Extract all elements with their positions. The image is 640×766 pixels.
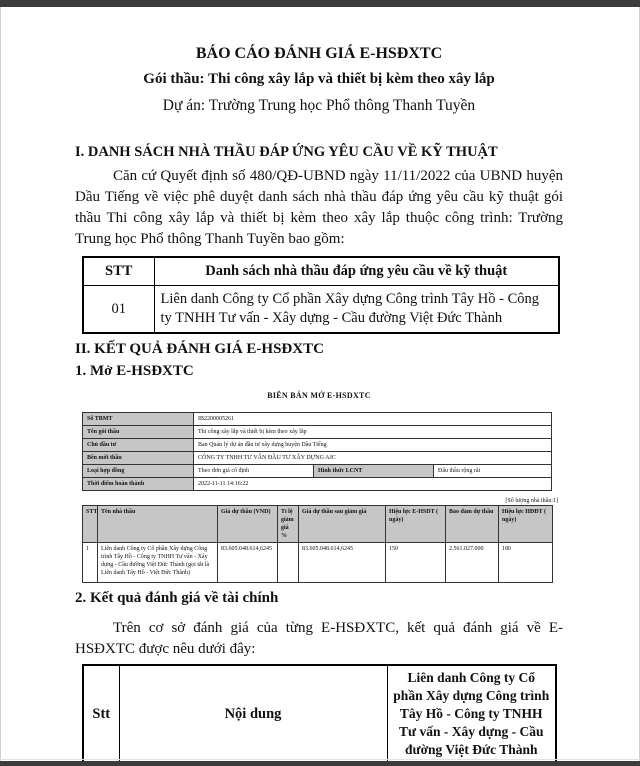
info-label-chu-dau-tu: Chủ đầu tư — [83, 439, 194, 452]
contractor-count-note: [Số lượng nhà thầu:1] — [505, 498, 558, 504]
bid-cell-gia-du-thau: 83.605.048.614,6245 — [218, 543, 278, 583]
section2-sub2-paragraph: Trên cơ sở đánh giá của từng E-HSĐXTC, kết quả đánh giá về E-HSĐXTC được nêu dưới đây: — [75, 620, 563, 657]
section1-heading: I. DANH SÁCH NHÀ THẦU ĐÁP ỨNG YÊU CẦU VỀ KỸ THUẬT — [75, 144, 498, 160]
table-row — [83, 543, 553, 583]
bid-cell-ten-nha-thau: Liên danh Công ty Cổ phần Xây dựng Công trình Tây Hồ - Công ty TNHH Tư vấn - Xây dựng - Cầu đường Việt Đức Thành (gọi tắt là Liên danh Tây Hồ - Việt Đức Thành) — [98, 543, 218, 583]
page-bottom-line — [0, 759, 640, 760]
info-value-so-tbmt: IB2200005261 — [194, 413, 552, 426]
bid-col-hieu-luc-hddt: Hiệu lực HĐĐT ( ngày) — [499, 506, 553, 543]
window-bottom-bar — [0, 761, 640, 766]
info-label-so-tbmt: Số TBMT — [83, 413, 194, 426]
table-row — [83, 439, 552, 452]
financial-result-table — [82, 664, 557, 764]
column-header-stt: STT — [83, 257, 154, 286]
bid-cell-bao-dam: 2.561.027.000 — [446, 543, 499, 583]
result-col-noi-dung: Nội dung — [119, 665, 387, 763]
column-header-contractor-list: Danh sách nhà thầu đáp ứng yêu cầu về kỹ thuật — [154, 257, 559, 286]
bid-col-gia-sau-giam: Giá dự thầu sau giảm giá — [299, 506, 386, 543]
bid-col-hieu-luc-ehsdt: Hiệu lực E-HSDT ( ngày) — [386, 506, 446, 543]
table-row — [83, 426, 552, 439]
info-label-loai-hop-dong: Loại hợp đồng — [83, 465, 194, 478]
table-row — [83, 286, 559, 334]
result-col-stt: Stt — [83, 665, 119, 763]
section2-heading: II. KẾT QUẢ ĐÁNH GIÁ E-HSĐXTC — [75, 341, 324, 357]
bid-cell-ti-le-giam-gia — [278, 543, 299, 583]
info-value-ten-goi-thau: Thi công xây lắp và thiết bị kèm theo xây lắp — [194, 426, 552, 439]
project-subtitle: Dự án: Trường Trung học Phổ thông Thanh Tuyền — [162, 97, 476, 114]
info-label-ben-moi-thau: Bên mời thầu — [83, 452, 194, 465]
table-header-row — [83, 665, 556, 763]
cell-contractor-name: Liên danh Công ty Cổ phần Xây dựng Công trình Tây Hồ - Công ty TNHH Tư vấn - Xây dựng - Cầu đường Việt Đức Thành — [154, 286, 559, 334]
bid-prices-table — [82, 505, 553, 583]
qualified-contractors-table — [82, 256, 560, 334]
table-header-row — [83, 257, 559, 286]
info-label-ten-goi-thau: Tên gói thầu — [83, 426, 194, 439]
section2-sub1-heading: 1. Mở E-HSĐXTC — [75, 363, 194, 379]
info-value-ben-moi-thau: CÔNG TY TNHH TƯ VẤN ĐẦU TƯ XÂY DỰNG AJC — [194, 452, 552, 465]
bid-col-gia-du-thau: Giá dự thầu (VND) — [218, 506, 278, 543]
info-value-loai-hop-dong: Theo đơn giá cố định — [194, 465, 314, 478]
table-header-row — [83, 506, 553, 543]
table-row — [83, 413, 552, 426]
result-col-contractor: Liên danh Công ty Cổ phần Xây dựng Công trình Tây Hồ - Công ty TNHH Tư vấn - Xây dựng - Cầu đường Việt Đức Thành — [387, 665, 556, 763]
bid-col-ten-nha-thau: Tên nhà thầu — [98, 506, 218, 543]
section1-paragraph: Căn cứ Quyết định số 480/QĐ-UBND ngày 11/11/2022 của UBND huyện Dầu Tiếng về việc phê duyệt danh sách nhà thầu đáp ứng yêu cầu kỹ thuật gói thầu Thi công xây lắp và thiết bị kèm theo xây lắp thuộc công trình: Trường Trung học Phổ thông Thanh Tuyền bao gồm: — [75, 168, 563, 247]
bid-cell-hieu-luc-ehsdt: 150 — [386, 543, 446, 583]
bid-opening-record-image — [75, 391, 563, 583]
info-label-thoi-diem-hoan-thanh: Thời điểm hoàn thành — [83, 478, 194, 491]
bid-col-ti-le-giam-gia: Tỉ lệ giảm giá % — [278, 506, 299, 543]
window-top-bar — [0, 0, 640, 7]
table-row — [83, 478, 552, 491]
bid-opening-record-title: BIÊN BẢN MỞ E-HSDXTC — [267, 391, 371, 400]
info-value-chu-dau-tu: Ban Quản lý dự án đầu tư xây dựng huyện Dầu Tiếng — [194, 439, 552, 452]
bid-cell-stt: 1 — [83, 543, 98, 583]
bid-col-bao-dam: Bảo đảm dự thầu — [446, 506, 499, 543]
bid-cell-gia-sau-giam: 83.605.048.614,6245 — [299, 543, 386, 583]
bid-cell-hieu-luc-hddt: 180 — [499, 543, 553, 583]
info-value-hinh-thuc-lcnt: Đấu thầu rộng rãi — [434, 465, 552, 478]
info-value-thoi-diem-hoan-thanh: 2022-11-11 14:16:22 — [194, 478, 552, 491]
table-row — [83, 465, 552, 478]
page-title: BÁO CÁO ĐÁNH GIÁ E-HSĐXTC — [195, 45, 443, 62]
package-subtitle: Gói thầu: Thi công xây lắp và thiết bị kèm theo xây lắp — [143, 71, 495, 87]
info-label-hinh-thuc-lcnt: Hình thức LCNT — [314, 465, 434, 478]
bid-col-stt: STT — [83, 506, 98, 543]
section2-sub2-heading: 2. Kết quả đánh giá về tài chính — [75, 590, 279, 606]
table-row — [83, 452, 552, 465]
cell-stt: 01 — [83, 286, 154, 334]
bid-opening-info-table — [82, 412, 552, 491]
